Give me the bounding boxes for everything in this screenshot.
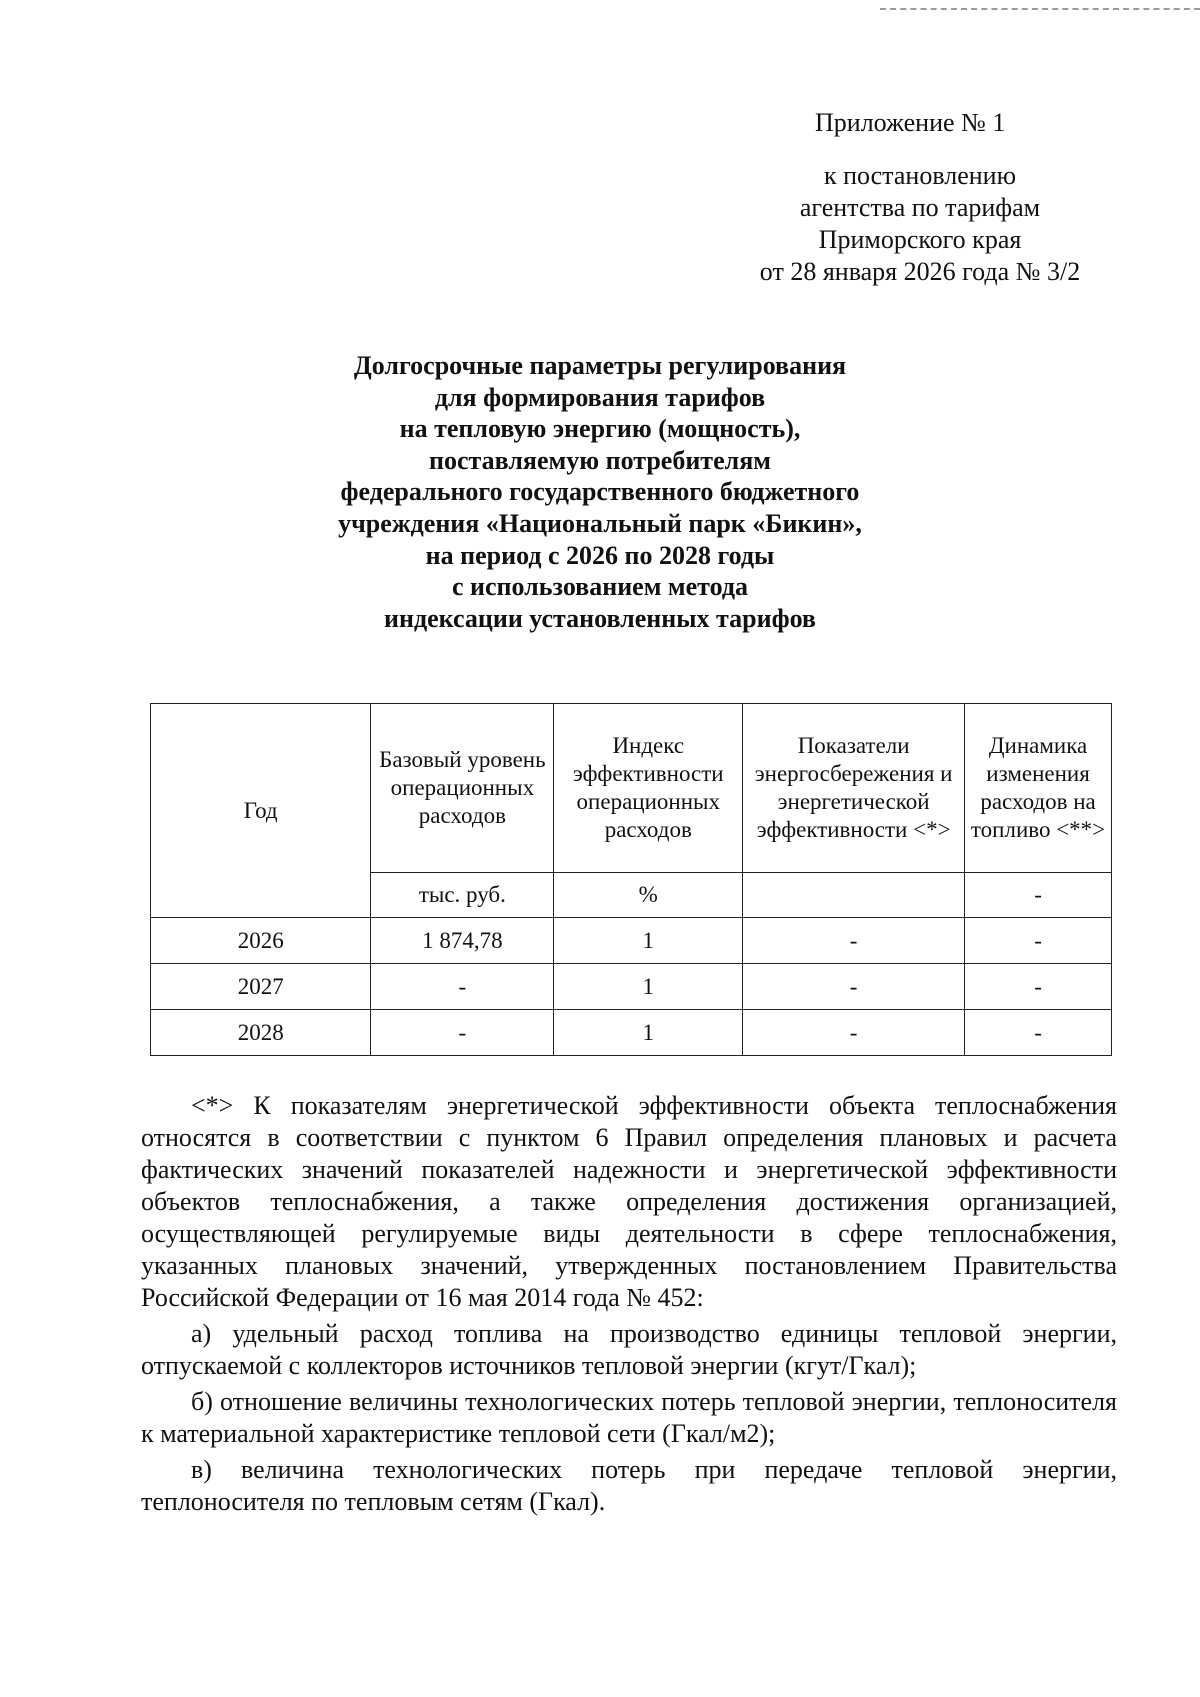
appendix-block [700, 106, 1140, 288]
unit-cell: тыс. руб. [371, 873, 554, 918]
heading-line: для формирования тарифов [434, 382, 766, 412]
footnote-item-b: б) отношение величины технологических потерь тепловой энергии, теплоносителя к материальной характеристике тепловой сети (Гкал/м2); [141, 1387, 1117, 1448]
scan-edge-mark [880, 8, 1200, 12]
cell-energy-saving: - [743, 918, 965, 964]
table-row [151, 1010, 1112, 1056]
cell-efficiency-index: 1 [554, 1010, 743, 1056]
header-efficiency-index: Индекс эффективности операционных расходов [554, 704, 743, 873]
footnote-item-c: в) величина технологических потерь при передаче тепловой энергии, теплоносителя по тепловым сетям (Гкал). [141, 1455, 1117, 1516]
footnotes [141, 1090, 1117, 1518]
cell-year: 2026 [151, 918, 371, 964]
parameters-table [150, 703, 1112, 1056]
cell-base-opex: 1 874,78 [371, 918, 554, 964]
unit-cell: % [554, 873, 743, 918]
table-header-row [151, 704, 1112, 873]
header-fuel-dynamics: Динамика изменения расходов на топливо <**> [965, 704, 1112, 873]
table-row [151, 964, 1112, 1010]
heading-line: на период с 2026 по 2028 годы [425, 540, 775, 570]
appendix-line: Приморского края [818, 225, 1022, 254]
cell-efficiency-index: 1 [554, 918, 743, 964]
heading-line: федерального государственного бюджетного [340, 477, 860, 507]
header-year: Год [151, 704, 371, 918]
cell-energy-saving: - [743, 1010, 965, 1056]
appendix-title: Приложение № 1 [815, 108, 1006, 137]
header-base-opex: Базовый уровень операционных расходов [371, 704, 554, 873]
cell-energy-saving: - [743, 964, 965, 1010]
appendix-lines [700, 160, 1140, 288]
footnote-intro: <*> К показателям энергетической эффективности объекта теплоснабжения относятся в соответствии с пунктом 6 Правил определения плановых и расчета фактических значений показателей надежности и энергетической эффективности объектов теплоснабжения, а также определения достижения организацией, осуществляющей регулируемые виды деятельности в сфере теплоснабжения, указанных плановых значений, утвержденных постановлением Правительства Российской Федерации от 16 мая 2014 года № 452: [141, 1091, 1117, 1312]
cell-fuel-dynamics: - [965, 964, 1112, 1010]
cell-base-opex: - [371, 1010, 554, 1056]
appendix-line: агентства по тарифам [799, 193, 1041, 222]
document-heading [230, 350, 970, 634]
appendix-line: к постановлению [823, 161, 1017, 190]
cell-base-opex: - [371, 964, 554, 1010]
appendix-line: от 28 января 2026 года № 3/2 [759, 257, 1081, 286]
unit-cell [743, 873, 965, 918]
unit-cell: - [965, 873, 1112, 918]
footnote-item-a: а) удельный расход топлива на производство единицы тепловой энергии, отпускаемой с коллекторов источников тепловой энергии (кгут/Гкал); [141, 1319, 1117, 1380]
cell-efficiency-index: 1 [554, 964, 743, 1010]
heading-line: поставляемую потребителям [429, 445, 771, 475]
heading-line: Долгосрочные параметры регулирования [353, 351, 847, 380]
heading-line: с использованием метода [451, 572, 749, 602]
heading-line: учреждения «Национальный парк «Бикин», [338, 508, 862, 538]
heading-line: индексации установленных тарифов [384, 603, 816, 633]
heading-line: на тепловую энергию (мощность), [399, 414, 801, 444]
header-energy-saving: Показатели энергосбережения и энергетической эффективности <*> [743, 704, 965, 873]
cell-fuel-dynamics: - [965, 918, 1112, 964]
cell-year: 2027 [151, 964, 371, 1010]
cell-fuel-dynamics: - [965, 1010, 1112, 1056]
cell-year: 2028 [151, 1010, 371, 1056]
table-row [151, 918, 1112, 964]
